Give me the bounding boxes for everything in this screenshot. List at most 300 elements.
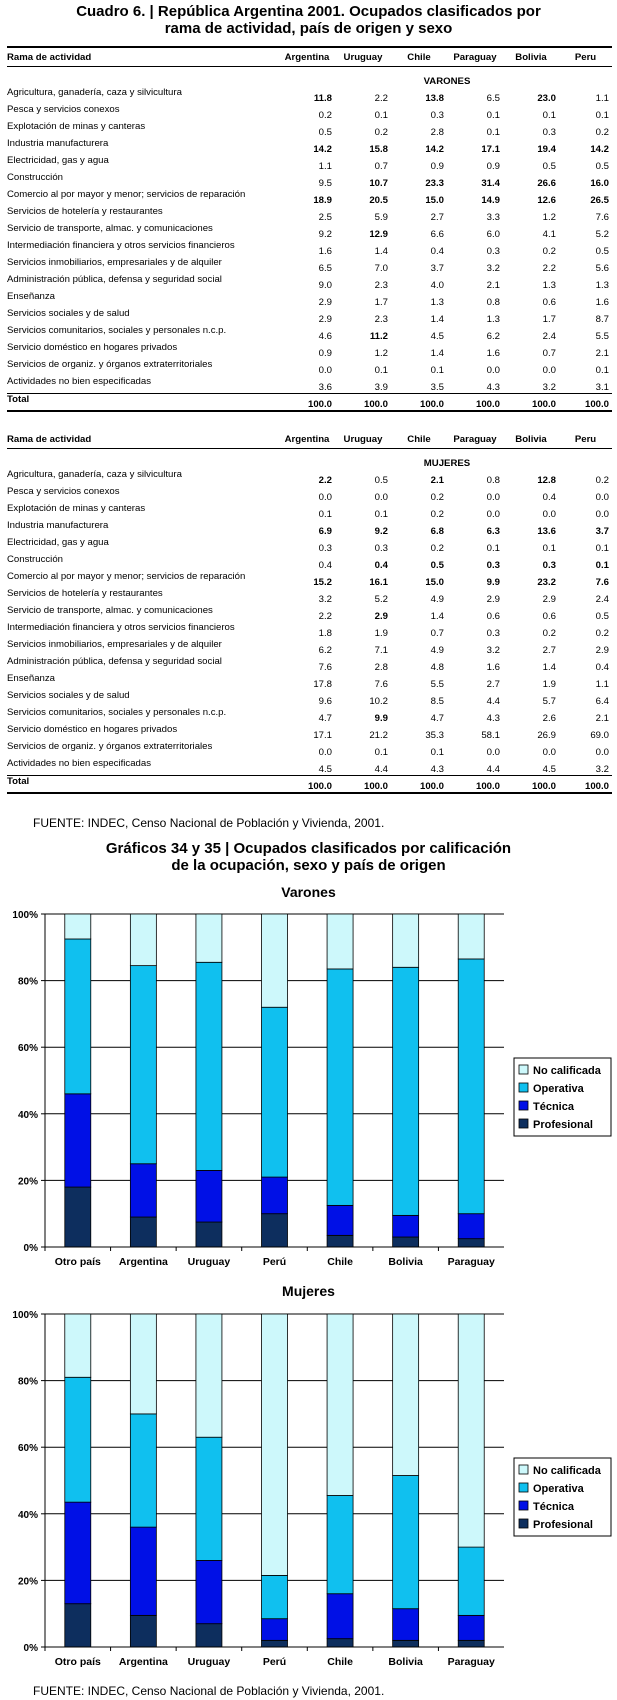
table-cell: 4.5 [542,764,556,775]
rama-label: Comercio al por mayor y menor; servicios de reparación [7,571,246,582]
table-cell: 2.8 [374,662,388,673]
column-header-country: Bolivia [503,49,559,67]
total-cell: 100.0 [447,394,503,412]
table-cell: 6.0 [486,229,500,240]
x-tick-label: Perú [262,1656,287,1668]
y-tick-label: 0% [23,1243,38,1254]
table-cell: 0.1 [595,543,609,554]
table-cell: 0.4 [430,246,444,257]
table-cell: 1.4 [430,611,444,622]
bar-segment [262,1314,288,1575]
table-cell: 3.2 [486,645,500,656]
bar-segment [196,962,222,1170]
table-cell: 9.2 [318,229,332,240]
table-cell: 35.3 [425,730,444,741]
x-tick-label: Otro país [54,1656,101,1668]
graficos-title [0,840,617,874]
table-row [7,308,612,325]
bar-segment [327,1495,353,1593]
table-cell: 0.1 [595,110,609,121]
x-tick-label: Paraguay [447,1656,495,1668]
bar-segment [130,966,156,1164]
table-cell: 6.2 [486,331,500,342]
table-cell: 9.5 [318,178,332,189]
table-row [7,376,612,394]
table-cell: 20.5 [369,195,388,206]
table-cell: 0.8 [486,475,500,486]
table-cell: 0.9 [486,161,500,172]
total-cell: 100.0 [447,776,503,794]
rama-label: Pesca y servicios conexos [7,104,120,115]
x-tick-label: Otro país [54,1256,101,1268]
table-cell: 2.9 [318,314,332,325]
table-cell: 0.1 [486,543,500,554]
table-cell: 2.1 [595,348,609,359]
table-cell: 0.4 [318,560,332,571]
table-cell: 4.3 [430,764,444,775]
table-cell: 5.9 [374,212,388,223]
table-cell: 2.2 [318,475,332,486]
table-cell: 0.0 [542,747,556,758]
table-cell: 0.5 [374,475,388,486]
table-row [7,656,612,673]
table-cell: 13.8 [425,93,444,104]
table-cell: 6.4 [595,696,609,707]
table-cell: 0.0 [595,509,609,520]
rama-label: Explotación de minas y canteras [7,121,146,132]
table-cell: 7.6 [374,679,388,690]
table-cell: 13.6 [537,526,556,537]
table-cell: 2.7 [430,212,444,223]
table-cell: 1.4 [430,314,444,325]
table-cell: 0.5 [595,161,609,172]
rama-label: Industria manufacturera [7,138,109,149]
table-row [7,554,612,571]
table-cell: 0.8 [486,297,500,308]
rama-label: Comercio al por mayor y menor; servicios de reparación [7,189,246,200]
table-row [7,274,612,291]
table-cell: 0.5 [318,127,332,138]
table-cell: 0.0 [595,492,609,503]
y-tick-label: 40% [17,1109,38,1121]
table-cell: 9.6 [318,696,332,707]
column-header-rama: Rama de actividad [7,431,279,449]
rama-label: Actividades no bien especificadas [7,758,151,769]
table-cell: 4.4 [374,764,388,775]
bar-segment [393,1609,419,1641]
table-row [7,325,612,342]
table-cell: 4.5 [318,764,332,775]
table-cell: 5.2 [374,594,388,605]
table-cell: 2.2 [318,611,332,622]
bar-segment [196,1560,222,1623]
total-label: Total [7,776,279,794]
rama-label: Electricidad, gas y agua [7,155,109,166]
table-cell: 0.4 [542,492,556,503]
table-cell: 1.2 [542,212,556,223]
chart-title-varones: Varones [281,884,336,900]
table-cell: 69.0 [590,730,609,741]
table-cell: 6.6 [430,229,444,240]
table-cell: 17.1 [481,144,500,155]
table-cell: 7.6 [595,577,609,588]
table-cell: 2.9 [486,594,500,605]
y-tick-label: 100% [12,910,38,921]
table-cell: 1.6 [486,348,500,359]
table-row [7,639,612,656]
column-header-country: Paraguay [447,49,503,67]
table-cell: 6.3 [486,526,500,537]
rama-label: Servicios de organiz. y órganos extraterritoriales [7,359,213,370]
table-cell: 0.3 [486,246,500,257]
rama-label: Agricultura, ganadería, caza y silvicultura [7,87,182,98]
table-row [7,359,612,376]
table-cell: 0.3 [430,110,444,121]
legend-swatch [519,1119,528,1128]
table-cell: 0.0 [374,492,388,503]
total-row [7,776,612,794]
bar-segment [65,914,91,939]
table-cell: 26.9 [537,730,556,741]
table-cell: 1.1 [595,93,609,104]
y-tick-label: 100% [12,1310,38,1321]
table-cell: 8.7 [595,314,609,325]
table-body-varones [7,67,612,412]
bar-segment [393,1314,419,1476]
bar-segment [458,1640,484,1647]
table-cell: 14.9 [481,195,500,206]
table-cell: 1.8 [318,628,332,639]
table-cell: 0.2 [595,628,609,639]
table-cell: 1.4 [374,246,388,257]
rama-label: Servicios de hotelería y restaurantes [7,206,163,217]
table-cell: 2.5 [318,212,332,223]
bar-segment [65,1604,91,1647]
table-cell: 0.1 [318,509,332,520]
table-cell: 0.9 [318,348,332,359]
table-cell: 0.0 [486,365,500,376]
table-cell: 0.1 [486,110,500,121]
table-cell: 0.6 [542,297,556,308]
rama-label: Servicios de organiz. y órganos extraterritoriales [7,741,213,752]
table-cell: 1.6 [595,297,609,308]
table-header-row [7,431,612,449]
table-cell: 0.4 [374,560,388,571]
table-cell: 0.0 [486,492,500,503]
y-tick-label: 20% [17,1576,38,1588]
section-label-mujeres: MUJERES [423,458,471,469]
table-row [7,605,612,622]
column-header-country: Chile [391,49,447,67]
bar-segment [393,1640,419,1647]
table-cell: 4.9 [430,645,444,656]
table-cell: 0.0 [542,509,556,520]
bar-segment [458,1214,484,1239]
table-cell: 2.6 [542,713,556,724]
table-cell: 23.0 [537,93,556,104]
table-cell: 0.7 [542,348,556,359]
table-cell: 0.0 [595,747,609,758]
table-cell: 0.2 [595,475,609,486]
table-cell: 4.8 [430,662,444,673]
table-cell: 0.5 [595,611,609,622]
table-cell: 1.3 [486,314,500,325]
table-cell: 1.4 [542,662,556,673]
table-header-row [7,49,612,67]
table-cell: 3.9 [374,382,388,393]
table-cell: 0.6 [486,611,500,622]
table-row [7,342,612,359]
y-tick-label: 60% [17,1043,38,1055]
table-cell: 0.2 [430,509,444,520]
table-cell: 0.0 [318,492,332,503]
table-cell: 5.5 [595,331,609,342]
bar-segment [327,1235,353,1247]
table-cell: 4.1 [542,229,556,240]
legend-swatch [519,1465,528,1474]
table-cell: 11.2 [369,331,388,342]
table-cell: 5.2 [595,229,609,240]
table-cell: 3.1 [595,382,609,393]
bar-segment [262,1007,288,1177]
table-cell: 0.3 [542,127,556,138]
table-cell: 11.8 [313,93,332,104]
table-cell: 9.9 [374,713,388,724]
table-cell: 0.2 [595,127,609,138]
table-cell: 2.2 [542,263,556,274]
table-cell: 15.8 [369,144,388,155]
table-row [7,724,612,741]
total-cell: 100.0 [391,394,447,412]
rama-label: Servicio doméstico en hogares privados [7,724,178,735]
table-cell: 23.3 [425,178,444,189]
table-cell: 2.7 [542,645,556,656]
table-row [7,172,612,189]
rama-label: Pesca y servicios conexos [7,486,120,497]
y-tick-label: 60% [17,1443,38,1455]
table-cell: 14.2 [313,144,332,155]
table-cell: 5.5 [430,679,444,690]
table-cell: 6.5 [486,93,500,104]
table-row [7,223,612,240]
table-row [7,588,612,605]
bar-segment [262,914,288,1007]
table-row [7,291,612,308]
bar-segment [327,1639,353,1647]
legend-label: Profesional [533,1519,593,1531]
bar-segment [262,1619,288,1641]
column-header-rama: Rama de actividad [7,49,279,67]
graficos-title-line1: Gráficos 34 y 35 | Ocupados clasificados por calificación [105,840,512,857]
x-tick-label: Uruguay [187,1256,231,1268]
rama-label: Administración pública, defensa y seguridad social [7,274,222,285]
table-cell: 0.3 [486,560,500,571]
table-cell: 1.3 [542,280,556,291]
table-row [7,155,612,172]
table-cell: 7.6 [595,212,609,223]
bar-segment [327,914,353,969]
table-row [7,240,612,257]
table-cell: 26.6 [537,178,556,189]
table-cell: 18.9 [313,195,332,206]
table-row [7,673,612,690]
table-cell: 17.8 [313,679,332,690]
table-cell: 1.4 [430,348,444,359]
bar-segment [65,1377,91,1502]
table-cell: 3.2 [595,764,609,775]
table-cell: 1.6 [318,246,332,257]
legend-swatch [519,1101,528,1110]
legend-label: Técnica [533,1101,574,1113]
legend-swatch [519,1083,528,1092]
y-tick-label: 0% [23,1643,38,1654]
table-cell: 0.0 [486,509,500,520]
table-cell: 4.7 [318,713,332,724]
legend-swatch [519,1065,528,1074]
rama-label: Servicios comunitarios, sociales y personales n.c.p. [7,707,227,718]
bar-segment [196,1314,222,1437]
bar-segment [262,1214,288,1247]
table-cell: 9.0 [318,280,332,291]
table-cell: 6.8 [430,526,444,537]
table-cell: 2.1 [430,475,444,486]
table-cell: 31.4 [481,178,500,189]
bar-segment [196,1624,222,1647]
table-cell: 0.2 [374,127,388,138]
bar-segment [393,1215,419,1237]
table-cell: 0.2 [542,246,556,257]
rama-label: Industria manufacturera [7,520,109,531]
table-cell: 1.3 [595,280,609,291]
bar-segment [196,1170,222,1222]
bar-segment [130,1217,156,1247]
rama-label: Intermediación financiera y otros servicios financieros [7,622,235,633]
table-cell: 3.7 [430,263,444,274]
table-cell: 9.2 [374,526,388,537]
bar-segment [458,959,484,1214]
table-cell: 0.0 [318,365,332,376]
table-cell: 14.2 [590,144,609,155]
table-cell: 12.9 [369,229,388,240]
table-cell: 0.2 [430,492,444,503]
table-cell: 3.2 [318,594,332,605]
table-cell: 4.5 [430,331,444,342]
total-cell: 100.0 [559,394,612,412]
table-row [7,87,612,104]
rama-label: Construcción [7,554,63,565]
bar-segment [262,1575,288,1618]
table-cell: 7.0 [374,263,388,274]
table-cell: 3.5 [430,382,444,393]
x-tick-label: Argentina [118,1256,168,1268]
x-tick-label: Chile [327,1656,353,1668]
chart-title-mujeres: Mujeres [282,1283,335,1299]
table-row [7,758,612,776]
bar-segment [393,1237,419,1247]
table-cell: 2.4 [595,594,609,605]
table-cell: 2.9 [374,611,388,622]
table-row [7,138,612,155]
legend-label: Profesional [533,1119,593,1131]
table-cell: 0.9 [430,161,444,172]
table-cell: 58.1 [481,730,500,741]
cuadro-title-line1: Cuadro 6. | República Argentina 2001. Ocupados clasificados por [76,3,541,20]
table-cell: 15.0 [425,195,444,206]
legend-label: No calificada [533,1065,601,1077]
table-cell: 2.7 [486,679,500,690]
table-cell: 0.4 [595,662,609,673]
bar-segment [196,1222,222,1247]
total-cell: 100.0 [503,776,559,794]
table-row [7,104,612,121]
total-cell: 100.0 [559,776,612,794]
table-cell: 4.4 [486,764,500,775]
table-body-mujeres [7,449,612,794]
table-cell: 0.2 [318,110,332,121]
table-cell: 0.3 [486,628,500,639]
bar-segment [65,1187,91,1247]
total-cell: 100.0 [335,776,391,794]
section-label-varones: VARONES [423,76,471,87]
table-cell: 0.6 [542,611,556,622]
table-cell: 4.9 [430,594,444,605]
table-cell: 9.9 [486,577,500,588]
bar-segment [458,1239,484,1247]
table-row [7,257,612,274]
table-cell: 2.3 [374,280,388,291]
bar-segment [262,1177,288,1214]
x-tick-label: Bolivia [388,1256,423,1268]
table-row [7,537,612,554]
total-cell: 100.0 [279,776,335,794]
table-cell: 2.4 [542,331,556,342]
graficos-title-line2: de la ocupación, sexo y país de origen [171,857,446,874]
bar-segment [458,1547,484,1615]
legend-swatch [519,1519,528,1528]
bar-segment [130,1527,156,1615]
table-cell: 1.7 [542,314,556,325]
bar-segment [130,1164,156,1217]
table-cell: 4.6 [318,331,332,342]
table-cell: 0.3 [542,560,556,571]
table-row [7,469,612,486]
table-cell: 2.1 [486,280,500,291]
x-tick-label: Bolivia [388,1656,423,1668]
legend [514,1458,611,1536]
table-cell: 0.5 [542,161,556,172]
table-cell: 0.2 [542,628,556,639]
table-cell: 7.1 [374,645,388,656]
table-row [7,707,612,724]
table-cell: 21.2 [369,730,388,741]
table-cell: 0.1 [542,110,556,121]
table-cell: 0.0 [318,747,332,758]
table-cell: 1.1 [595,679,609,690]
x-tick-label: Paraguay [447,1256,495,1268]
table-cell: 0.1 [595,560,609,571]
bar-segment [262,1640,288,1647]
table-cell: 5.6 [595,263,609,274]
rama-label: Agricultura, ganadería, caza y silvicultura [7,469,182,480]
table-cell: 4.3 [486,713,500,724]
rama-label: Enseñanza [7,291,56,302]
table-cell: 2.3 [374,314,388,325]
table-row [7,571,612,588]
table-cell: 16.1 [369,577,388,588]
table-cell: 3.2 [486,263,500,274]
rama-label: Servicio doméstico en hogares privados [7,342,178,353]
rama-label: Construcción [7,172,63,183]
